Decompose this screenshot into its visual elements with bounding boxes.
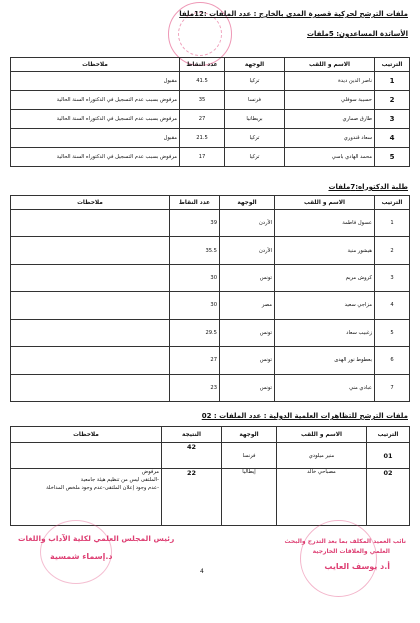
rank: 2: [375, 91, 410, 110]
table-row: [11, 91, 410, 110]
points: 30: [170, 292, 220, 319]
note: مرفوض -الملتقى ليس من تنظيم هيئة جامعية -عدم وجود إعلان الملتقى-عدم وجود ملخص المداخلة: [11, 469, 162, 526]
table-row: [11, 443, 410, 469]
points: 35: [180, 91, 225, 110]
col-points: عدد النقاط: [170, 196, 220, 210]
page-number: 4: [200, 568, 204, 575]
table-short-term-assistants: [10, 57, 410, 167]
destination: تونس: [220, 319, 275, 346]
col-destination: الوجهة: [222, 427, 277, 443]
destination: الأردن: [220, 210, 275, 237]
destination: إيطاليا: [222, 469, 277, 526]
points: 41.5: [180, 72, 225, 91]
points: 30: [170, 264, 220, 291]
points: 29.5: [170, 319, 220, 346]
points: 27: [170, 347, 220, 374]
name: محمد الهادي باسي: [285, 148, 375, 167]
name: طارق صماري: [285, 110, 375, 129]
rank: 5: [375, 148, 410, 167]
table-row: [11, 374, 410, 401]
note: مقبول: [11, 129, 180, 148]
name: ناصر الدين ديدة: [285, 72, 375, 91]
rank: 02: [367, 469, 410, 526]
note: مرفوض بسبب عدم التسجيل في الدكتوراه السنة الحالية: [11, 91, 180, 110]
note: [11, 292, 170, 319]
destination: مصر: [220, 292, 275, 319]
rank: 6: [375, 347, 410, 374]
name: كروش مريم: [275, 264, 375, 291]
table-row: [11, 148, 410, 167]
section3-title: ملفات الترشح للتظاهرات العلمية الدولية : عدد الملفات : 02: [201, 412, 408, 420]
destination: تونس: [220, 374, 275, 401]
rank: 3: [375, 110, 410, 129]
col-rank: الترتيب: [375, 196, 410, 210]
rank: 2: [375, 237, 410, 264]
rank: 4: [375, 129, 410, 148]
table-row: [11, 292, 410, 319]
destination: بريطانيا: [225, 110, 285, 129]
signature-left-name: د.إسماء شمسية: [50, 552, 113, 561]
note: [11, 374, 170, 401]
table-doctoral-students: [10, 195, 410, 402]
col-result: النتيجة: [162, 427, 222, 443]
points: 21.5: [180, 129, 225, 148]
points: 35.5: [170, 237, 220, 264]
table-conferences: [10, 426, 410, 526]
name: زغبيب سعاد: [275, 319, 375, 346]
note: [11, 237, 170, 264]
table-row: [11, 110, 410, 129]
col-notes: ملاحظات: [11, 427, 162, 443]
section1-title: ملفات الترشح لحركية قصيرة المدى بالخارج : عدد الملفات :12ملفا: [179, 10, 408, 18]
col-notes: ملاحظات: [11, 196, 170, 210]
table-row: [11, 469, 410, 526]
col-points: عدد النقاط: [180, 58, 225, 72]
points: 23: [170, 374, 220, 401]
note: [11, 347, 170, 374]
destination: تونس: [220, 264, 275, 291]
table-row: [11, 319, 410, 346]
points: 27: [180, 110, 225, 129]
rank: 4: [375, 292, 410, 319]
table-row: [11, 347, 410, 374]
signature-right-subtitle: العلمي والعلاقات الخارجية: [312, 548, 390, 555]
result: 42: [162, 443, 222, 469]
rank: 7: [375, 374, 410, 401]
name: عسول فاطمة: [275, 210, 375, 237]
destination: تركيا: [225, 129, 285, 148]
name: منير ميلودي: [277, 443, 367, 469]
name: هيشور منية: [275, 237, 375, 264]
col-destination: الوجهة: [225, 58, 285, 72]
destination: تونس: [220, 347, 275, 374]
signature-left-title: رئيس المجلس العلمي لكلية الآداب واللغات: [18, 534, 175, 543]
rank: 5: [375, 319, 410, 346]
points: 17: [180, 148, 225, 167]
section1-subtitle: الأساتذة المساعدون: 5ملفات: [306, 30, 408, 38]
name: بعطوط نور الهدى: [275, 347, 375, 374]
table-header-row: [11, 58, 410, 72]
faculty-stamp-right: [300, 520, 377, 597]
table-header-row: [11, 196, 410, 210]
note: [11, 319, 170, 346]
note: [11, 210, 170, 237]
col-rank: الترتيب: [375, 58, 410, 72]
table-header-row: [11, 427, 410, 443]
rank: 01: [367, 443, 410, 469]
name: مصباحي خالد: [277, 469, 367, 526]
col-destination: الوجهة: [220, 196, 275, 210]
note: مرفوض بسبب عدم التسجيل في الدكتوراه السنة الحالية: [11, 148, 180, 167]
rank: 1: [375, 72, 410, 91]
destination: فرنسا: [225, 91, 285, 110]
col-name: الاسم و اللقب: [275, 196, 375, 210]
destination: فرنسا: [222, 443, 277, 469]
section2-title: طلبة الدكتوراه:7ملفات: [328, 183, 408, 191]
destination: تركيا: [225, 148, 285, 167]
destination: تركيا: [225, 72, 285, 91]
note: [11, 264, 170, 291]
name: سعاد قندوري: [285, 129, 375, 148]
destination: الأردن: [220, 237, 275, 264]
signature-right-name: أ.د يوسف العايب: [324, 562, 390, 571]
col-rank: الترتيب: [367, 427, 410, 443]
col-name: الاسم و اللقب: [285, 58, 375, 72]
rank: 3: [375, 264, 410, 291]
note: مقبول: [11, 72, 180, 91]
table-row: [11, 129, 410, 148]
rank: 1: [375, 210, 410, 237]
result: 22: [162, 469, 222, 526]
table-row: [11, 210, 410, 237]
col-name: الاسم و اللقب: [277, 427, 367, 443]
note: [11, 443, 162, 469]
table-row: [11, 237, 410, 264]
table-row: [11, 264, 410, 291]
name: مزاجي سعيد: [275, 292, 375, 319]
table-row: [11, 72, 410, 91]
name: عبادي مني: [275, 374, 375, 401]
official-stamp-top-inner: [178, 12, 222, 56]
col-notes: ملاحظات: [11, 58, 180, 72]
points: 39: [170, 210, 220, 237]
note: مرفوض بسبب عدم التسجيل في الدكتوراه السنة الحالية: [11, 110, 180, 129]
name: حسيبة سوفلي: [285, 91, 375, 110]
signature-right-title: نائب العميد المكلف بما بعد التدرج والبحث: [284, 538, 406, 545]
